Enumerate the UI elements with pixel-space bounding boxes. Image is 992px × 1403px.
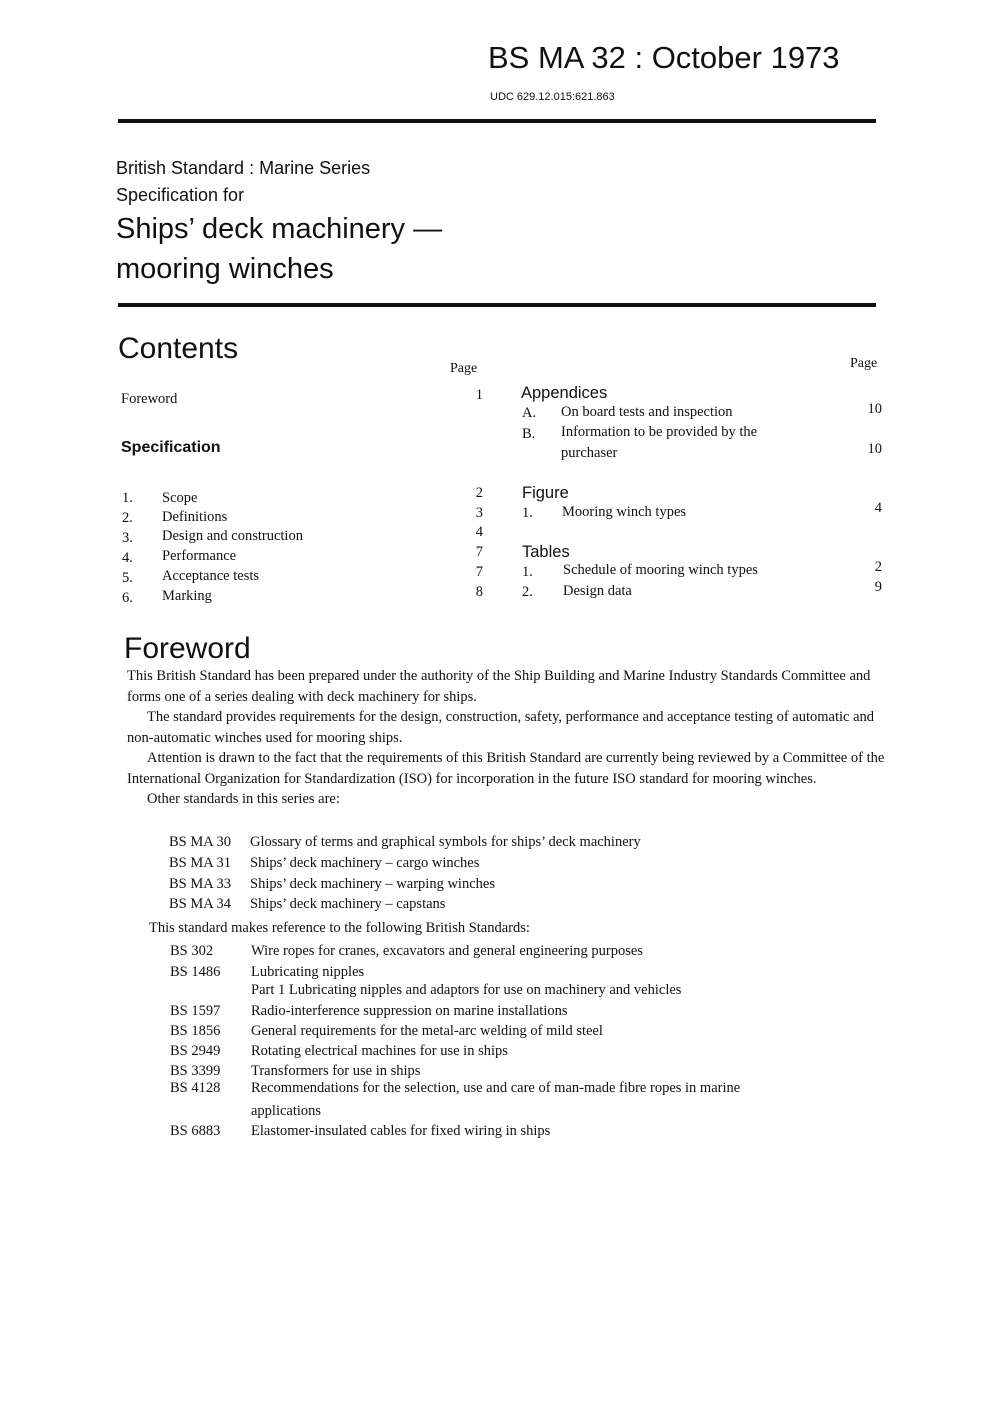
toc-appendices-heading: Appendices	[521, 384, 608, 402]
reference-code: BS 1856	[170, 1023, 221, 1039]
standard-code: BS MA 31	[169, 855, 232, 871]
main-title-line-1: Ships’ deck machinery —	[116, 213, 443, 245]
reference-title: Transformers for use in ships	[251, 1063, 421, 1079]
top-rule	[118, 119, 876, 123]
standard-title: Glossary of terms and graphical symbols for ships’ deck machinery	[250, 834, 641, 850]
reference-title: Lubricating nipples	[251, 964, 365, 980]
foreword-body	[127, 666, 887, 810]
reference-code: BS 4128	[170, 1080, 221, 1096]
standard-title: Ships’ deck machinery – capstans	[250, 896, 446, 912]
reference-title: Part 1 Lubricating nipples and adaptors for use on machinery and vehicles	[251, 982, 682, 998]
reference-code: BS 302	[170, 943, 214, 959]
toc-figure-num: 1.	[522, 505, 533, 521]
toc-table-page: 2	[874, 559, 882, 575]
toc-figure-page: 4	[874, 500, 882, 516]
reference-code: BS 1597	[170, 1003, 221, 1019]
toc-spec-label: Marking	[162, 588, 212, 604]
reference-title: applications	[251, 1103, 322, 1119]
foreword-paragraph: The standard provides requirements for the design, construction, safety, performance and acceptance testing of automatic and non-automatic winches used for mooring ships.	[127, 709, 875, 746]
toc-appendix-label: Information to be provided by the	[561, 424, 758, 440]
toc-appendix-page: 10	[867, 441, 882, 457]
toc-spec-num: 2.	[122, 510, 133, 526]
toc-figure-label: Mooring winch types	[562, 504, 687, 520]
series-line: British Standard : Marine Series	[116, 158, 371, 178]
toc-spec-label: Scope	[162, 490, 198, 506]
foreword-paragraph: This British Standard has been prepared under the authority of the Ship Building and Marine Industry Standards Committee and forms one of a series dealing with deck machinery for ships.	[127, 668, 871, 705]
foreword-heading: Foreword	[124, 632, 251, 665]
toc-appendix-label: purchaser	[561, 445, 618, 461]
standard-code: BS MA 34	[169, 896, 232, 912]
middle-rule	[118, 303, 876, 307]
toc-tables-heading: Tables	[522, 543, 570, 561]
foreword-paragraph: Attention is drawn to the fact that the requirements of this British Standard are currently being reviewed by a Committee of the International Organization for Standardization (ISO) for incorporation in the future ISO standard for mooring winches.	[127, 750, 885, 787]
toc-appendix-num: A.	[522, 405, 537, 421]
toc-table-label: Schedule of mooring winch types	[563, 562, 758, 578]
standard-title: Ships’ deck machinery – cargo winches	[250, 855, 480, 871]
udc-code: UDC 629.12.015:621.863	[490, 91, 615, 103]
reference-title: Wire ropes for cranes, excavators and general engineering purposes	[251, 943, 643, 959]
foreword-paragraph: Other standards in this series are:	[147, 791, 340, 807]
toc-spec-page: 8	[475, 584, 483, 600]
reference-code: BS 1486	[170, 964, 221, 980]
reference-code: BS 2949	[170, 1043, 221, 1059]
standard-title: Ships’ deck machinery – warping winches	[250, 876, 495, 892]
page-column-header-left: Page	[450, 361, 478, 376]
toc-spec-page: 2	[475, 485, 483, 501]
toc-spec-page: 7	[475, 544, 483, 560]
reference-title: General requirements for the metal-arc welding of mild steel	[251, 1023, 603, 1039]
toc-spec-label: Definitions	[162, 509, 228, 525]
toc-appendix-num: B.	[522, 426, 536, 442]
reference-code: BS 6883	[170, 1123, 221, 1139]
toc-foreword-page: 1	[475, 387, 483, 403]
toc-appendix-label: On board tests and inspection	[561, 404, 733, 420]
main-title-line-2: mooring winches	[116, 253, 334, 285]
toc-foreword-label: Foreword	[121, 391, 178, 407]
standard-code: BS MA 30	[169, 834, 232, 850]
toc-specification-heading: Specification	[121, 439, 221, 456]
toc-table-page: 9	[874, 579, 882, 595]
specification-line: Specification for	[116, 185, 245, 205]
series-block	[116, 155, 370, 209]
reference-intro: This standard makes reference to the following British Standards:	[149, 920, 530, 936]
toc-spec-label: Design and construction	[162, 528, 303, 544]
reference-title: Elastomer-insulated cables for fixed wiring in ships	[251, 1123, 551, 1139]
document-title: BS MA 32 : October 1973	[488, 40, 840, 75]
toc-spec-label: Acceptance tests	[162, 568, 260, 584]
reference-title: Recommendations for the selection, use and care of man-made fibre ropes in marine	[251, 1080, 741, 1096]
contents-heading: Contents	[118, 332, 239, 365]
toc-spec-page: 4	[475, 524, 483, 540]
toc-spec-num: 5.	[122, 570, 133, 586]
toc-table-num: 2.	[522, 584, 533, 600]
page-column-header-right: Page	[850, 356, 878, 371]
reference-title: Radio-interference suppression on marine installations	[251, 1003, 568, 1019]
toc-spec-num: 4.	[122, 550, 133, 566]
main-title	[116, 209, 442, 289]
toc-table-label: Design data	[563, 583, 632, 599]
toc-table-num: 1.	[522, 564, 533, 580]
reference-title: Rotating electrical machines for use in ships	[251, 1043, 508, 1059]
standard-code: BS MA 33	[169, 876, 232, 892]
toc-spec-num: 3.	[122, 530, 133, 546]
toc-appendix-page: 10	[867, 401, 882, 417]
toc-spec-label: Performance	[162, 548, 237, 564]
toc-spec-page: 7	[475, 564, 483, 580]
toc-figure-heading: Figure	[522, 484, 569, 502]
toc-spec-page: 3	[475, 505, 483, 521]
reference-code: BS 3399	[170, 1063, 221, 1079]
toc-spec-num: 6.	[122, 590, 133, 606]
toc-spec-num: 1.	[122, 490, 133, 506]
